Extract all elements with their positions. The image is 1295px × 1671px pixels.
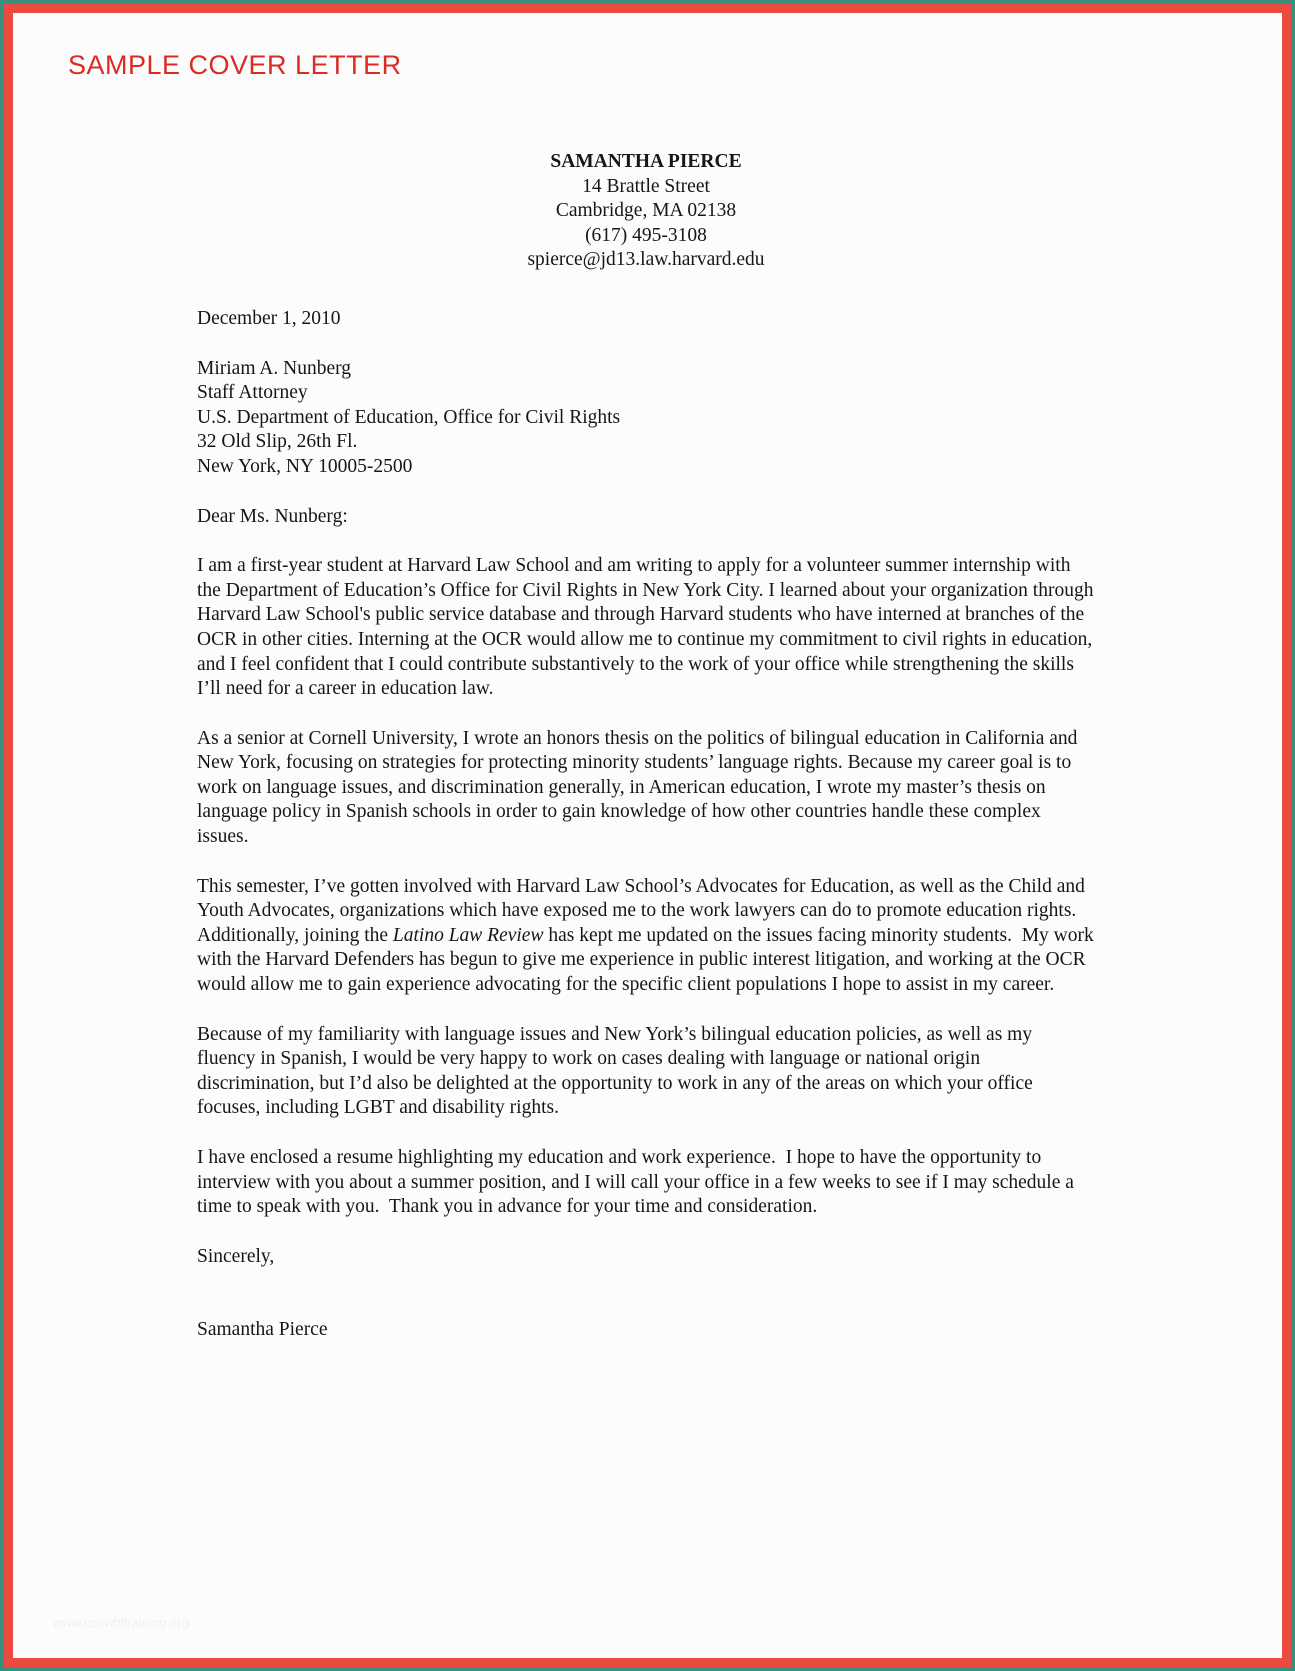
sample-cover-letter-label: SAMPLE COVER LETTER bbox=[68, 50, 402, 80]
paragraph-5 bbox=[197, 1146, 1095, 1220]
recipient-block bbox=[197, 357, 1095, 480]
latino-law-review-italic: Latino Law Review bbox=[392, 924, 544, 946]
paragraph-3 bbox=[197, 875, 1099, 998]
sender-phone: (617) 495-3108 bbox=[585, 224, 707, 246]
paragraph-4-text: Because of my familiarity with language issues and New York’s bilingual education policies, as well as my fluency in Spanish, I would be very happy to work on cases dealing with language or national origin discrimination, but I’d also be delighted at the opportunity to work in any of the areas on which your office focuses, including LGBT and disability rights. bbox=[197, 1023, 1038, 1119]
recipient-name: Miriam A. Nunberg bbox=[197, 357, 352, 379]
paragraph-2 bbox=[197, 727, 1095, 850]
sender-city: Cambridge, MA 02138 bbox=[555, 200, 737, 222]
recipient-title: Staff Attorney bbox=[197, 382, 308, 404]
salutation: Dear Ms. Nunberg: bbox=[197, 505, 348, 527]
sender-name: SAMANTHA PIERCE bbox=[550, 151, 742, 172]
paragraph-1-text: I am a first-year student at Harvard Law School and am writing to apply for a volunteer summer internship with the Department of Education’s Office for Civil Rights in New York City. I learned about your organization through Harvard Law School's public service database and through Harvard students who have interned at branches of the OCR in other cities. Interning at the OCR would allow me to continue my commitment to civil rights in education, and I feel confident that I could contribute substantively to the work of your office while strengthening the skills I’ll need for a career in education law. bbox=[197, 555, 1099, 700]
closing: Sincerely, bbox=[197, 1245, 275, 1267]
watermark-url: www.ceswbltraining.org bbox=[53, 1615, 189, 1630]
cover-letter bbox=[197, 150, 1099, 1343]
paragraph-3-text-after: has kept me updated on the issues facing minority students. My work with the Harvard Defenders has begun to give me experience in public interest litigation, and working at the OCR would allow me to gain experience advocating for the specific client populations I hope to assist in my career. bbox=[197, 924, 1099, 996]
letterhead bbox=[197, 150, 1095, 273]
recipient-street: 32 Old Slip, 26th Fl. bbox=[197, 431, 358, 453]
sender-email: spierce@jd13.law.harvard.edu bbox=[527, 249, 765, 271]
paragraph-2-text: As a senior at Cornell University, I wrote an honors thesis on the politics of bilingual education in California and New York, focusing on strategies for protecting minority students’ language rights. Because my career goal is to work on language issues, and discrimination generally, in American education, I wrote my master’s thesis on language policy in Spanish schools in order to gain knowledge of how other countries handle these complex issues. bbox=[197, 727, 1083, 848]
paragraph-1 bbox=[197, 554, 1099, 702]
recipient-city: New York, NY 10005-2500 bbox=[197, 455, 413, 477]
sender-street: 14 Brattle Street bbox=[582, 175, 710, 197]
paragraph-5-text: I have enclosed a resume highlighting my education and work experience. I hope to have the opportunity to interview with you about a summer position, and I will call your office in a few weeks to see if I may schedule a time to speak with you. Thank you in advance for your time and consideration. bbox=[197, 1147, 1079, 1218]
paragraph-3-text-before: This semester, I’ve gotten involved with Harvard Law School’s Advocates for Education, as well as the Child and Youth Advocates, organizations which have exposed me to the work lawyers can do to promote education rights. Additionally, joining the bbox=[197, 875, 1090, 946]
letter-paper bbox=[4, 4, 1291, 1667]
recipient-organization: U.S. Department of Education, Office for Civil Rights bbox=[197, 406, 621, 428]
paragraph-4 bbox=[197, 1023, 1095, 1121]
letter-date: December 1, 2010 bbox=[197, 307, 341, 329]
signature-name: Samantha Pierce bbox=[197, 1319, 328, 1341]
